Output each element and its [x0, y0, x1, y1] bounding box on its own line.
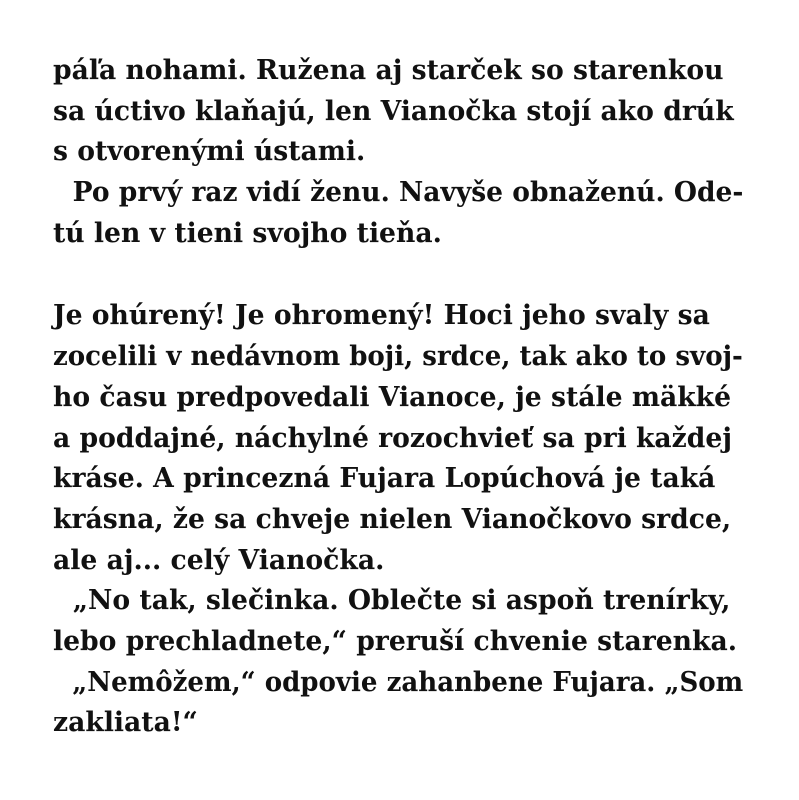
text-line: s otvorenými ústami.: [53, 136, 366, 168]
text-line: tú len v tieni svojho tieňa.: [53, 217, 442, 249]
text-line: kráse. A princezná Fujara Lopúchová je taká: [53, 463, 716, 495]
text-line: „No tak, slečinka. Oblečte si aspoň trenírky,: [72, 585, 731, 617]
text-line: Je ohúrený! Je ohromený! Hoci jeho svaly sa: [53, 300, 710, 332]
paragraph-break: [53, 254, 753, 296]
text-line: zocelili v nedávnom boji, srdce, tak ako to svoj-: [53, 341, 743, 373]
text-line: páľa nohami. Ružena aj starček so starenkou: [53, 55, 724, 86]
text-line: sa úctivo klaňajú, len Vianočka stojí ako drúk: [53, 95, 734, 127]
text-line: zakliata!“: [53, 707, 198, 739]
text-line: ho času predpovedali Vianoce, je stále mäkké: [53, 381, 732, 413]
text-line: Po prvý raz vidí ženu. Navyše obnaženú. Ode-: [72, 177, 744, 209]
text-line: krásna, že sa chveje nielen Vianočkovo srdce,: [53, 503, 732, 535]
text-line: lebo prechladnete,“ preruší chvenie starenka.: [53, 625, 737, 657]
book-page: [53, 51, 753, 744]
text-line: „Nemôžem,“ odpovie zahanbene Fujara. „Som: [72, 666, 744, 698]
text-line: a poddajné, náchylné rozochvieť sa pri každej: [53, 422, 732, 454]
text-line: ale aj... celý Vianočka.: [53, 544, 385, 576]
